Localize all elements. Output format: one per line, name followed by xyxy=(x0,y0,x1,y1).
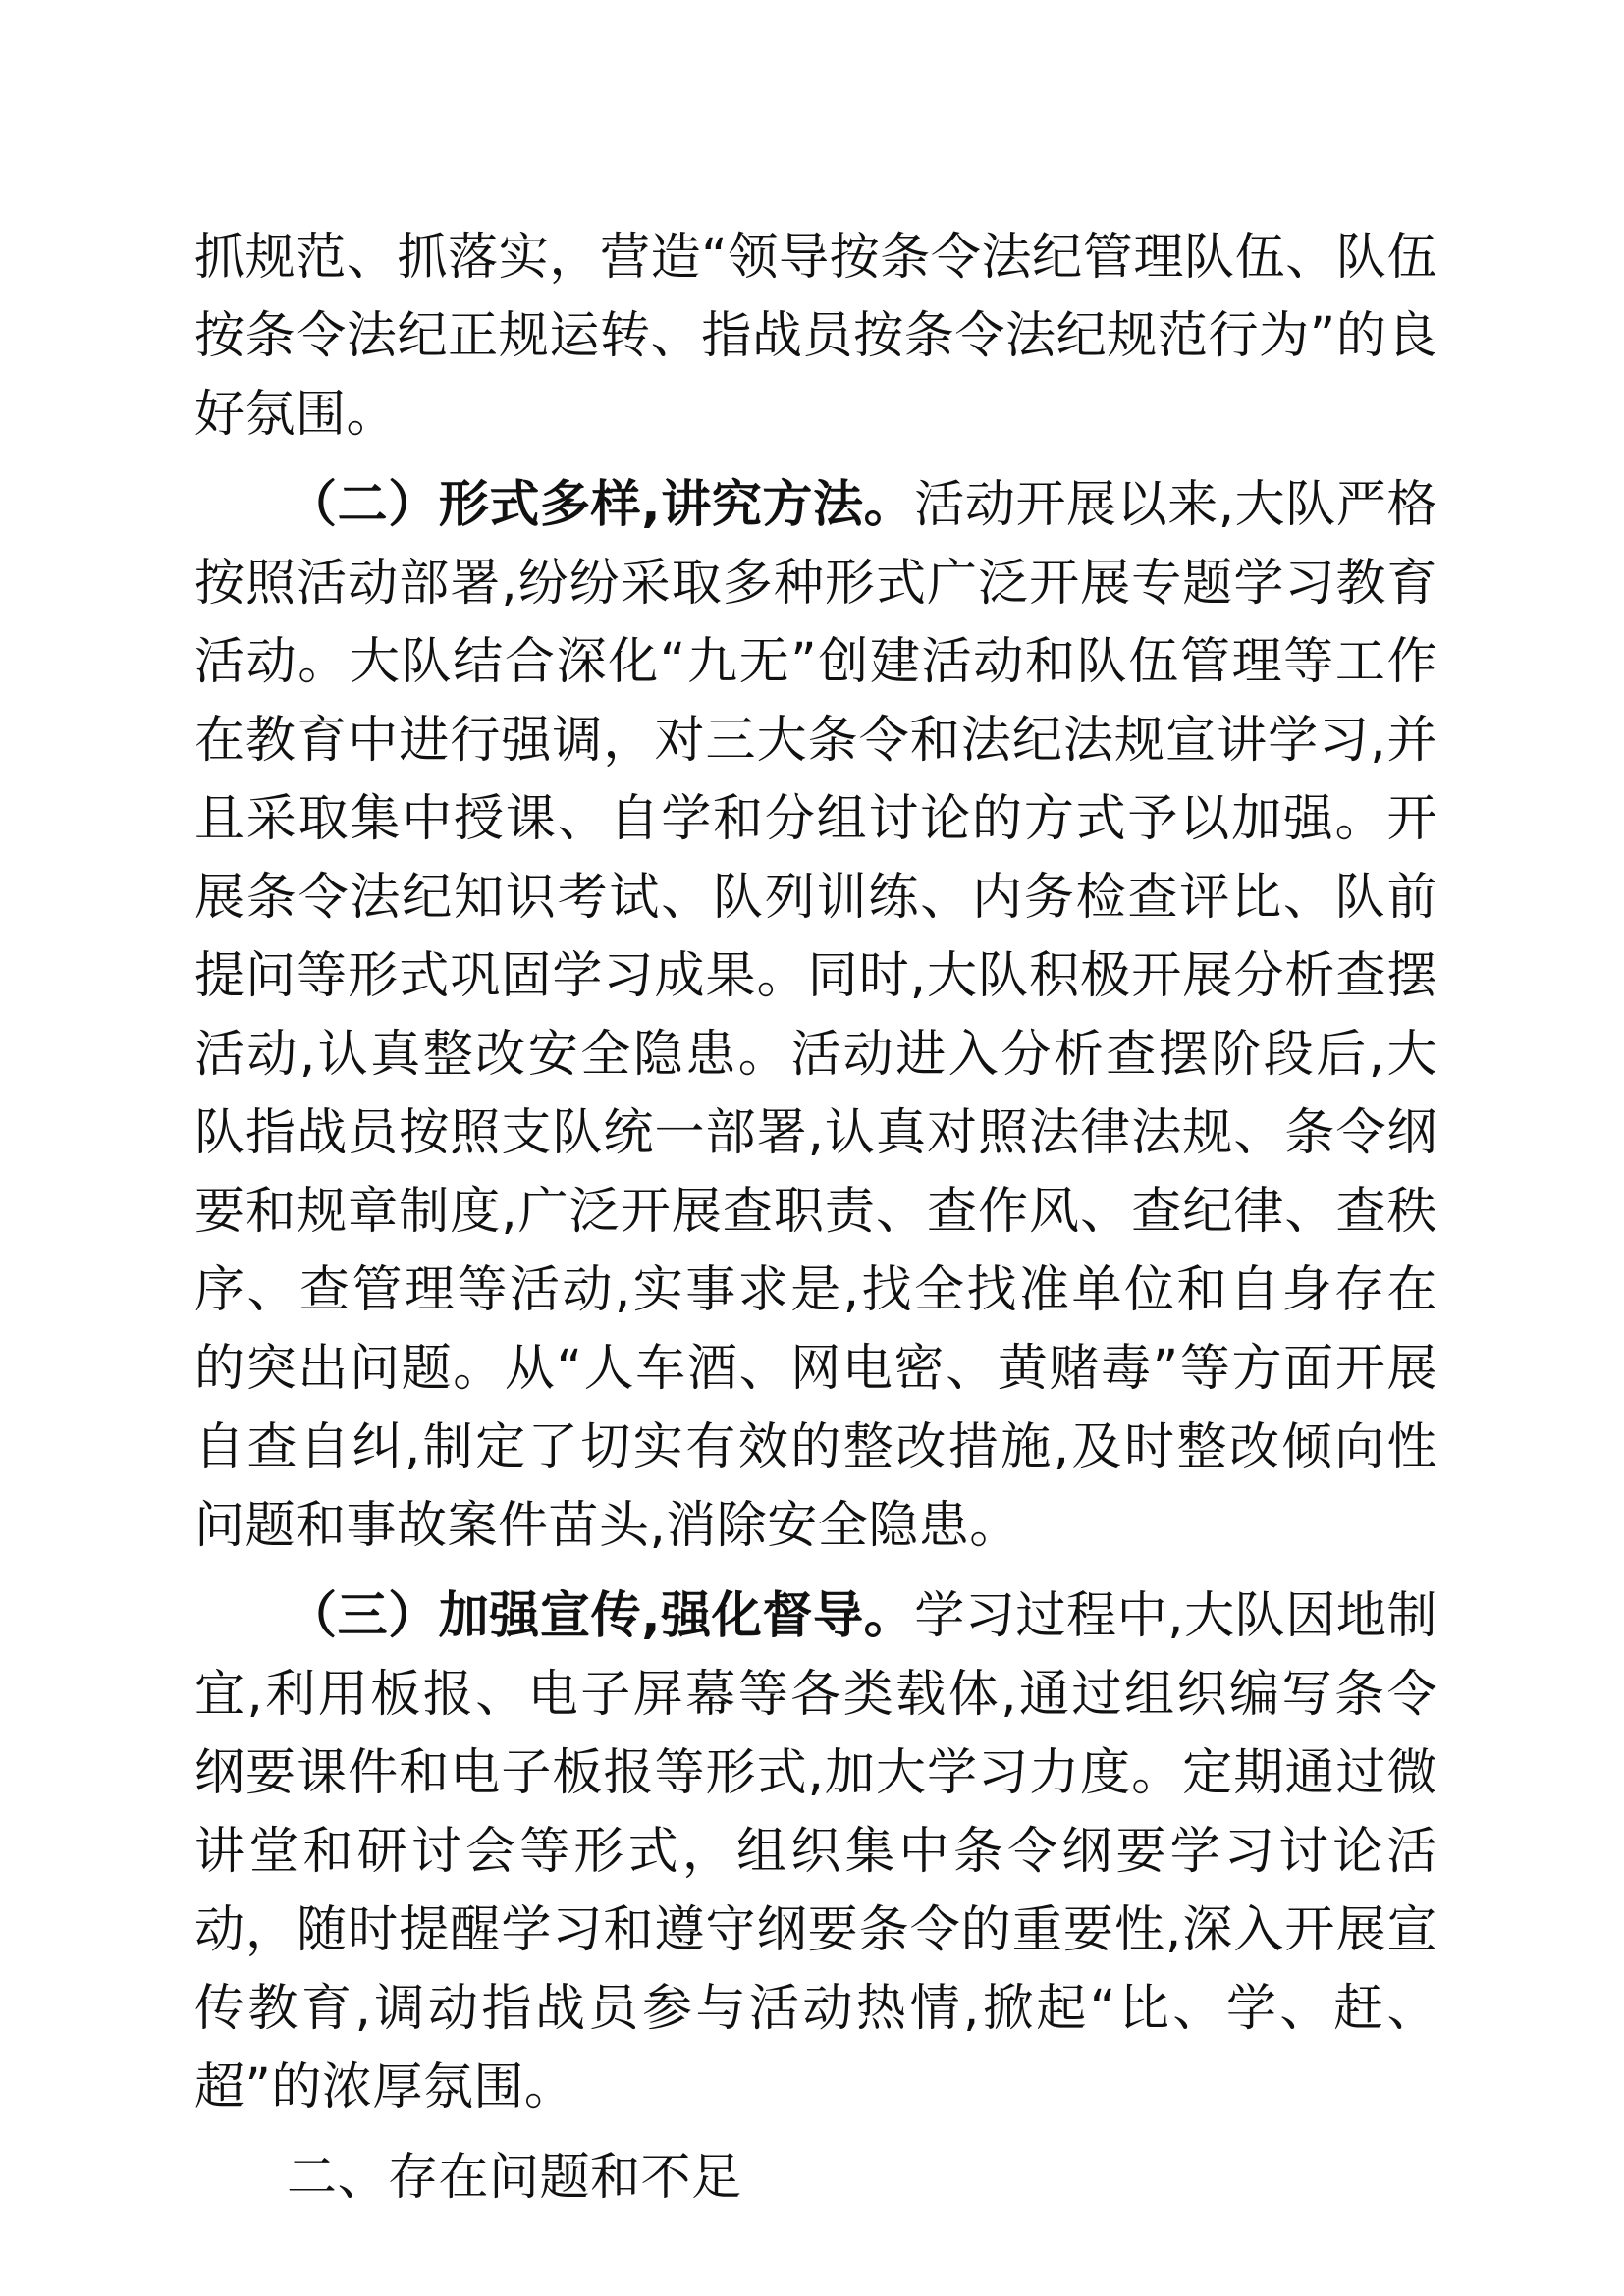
paragraph-text: 活动开展以来,大队严格按照活动部署,纷纷采取多种形式广泛开展专题学习教育活动。大队结合深化“九无”创建活动和队伍管理等工作在教育中进行强调，对三大条令和法纪法规宣讲学习,并且采取集中授课、自学和分组讨论的方式予以加强。开展条令法纪知识考试、队列训练、内务检查评比、队前提问等形式巩固学习成果。同时,大队积极开展分析查摆活动,认真整改安全隐患。活动进入分析查摆阶段后,大队指战员按照支队统一部署,认真对照法律法规、条令纲要和规章制度,广泛开展查职责、查作风、查纪律、查秩序、查管理等活动,实事求是,找全找准单位和自身存在的突出问题。从“人车酒、网电密、黄赌毒”等方面开展自查自纠,制定了切实有效的整改措施,及时整改倾向性问题和事故案件苗头,消除安全隐患。 xyxy=(194,476,1437,1555)
paragraph-text: 抓规范、抓落实，营造“领导按条令法纪管理队伍、队伍按条令法纪正规运转、指战员按条令法纪规范行为”的良好氛围。 xyxy=(194,229,1437,444)
paragraph-text: 学习过程中,大队因地制宜,利用板报、电子屏幕等各类载体,通过组织编写条令纲要课件和电子板报等形式,加大学习力度。定期通过微讲堂和研讨会等形式，组织集中条令纲要学习讨论活动，随时提醒学习和遵守纲要条令的重要性,深入开展宣传教育,调动指战员参与活动热情,掀起“比、学、赶、超”的浓厚氛围。 xyxy=(194,1587,1437,2116)
document-body xyxy=(194,219,1437,2229)
paragraph-methods xyxy=(194,466,1437,1566)
section-title-text: 二、存在问题和不足 xyxy=(287,2149,742,2207)
section-title-problems xyxy=(194,2139,1437,2217)
subsection-heading-2: （二）形式多样,讲究方法。 xyxy=(287,476,915,534)
paragraph-publicity xyxy=(194,1577,1437,2127)
subsection-heading-3: （三）加强宣传,强化督导。 xyxy=(287,1587,915,1645)
paragraph-continuation xyxy=(194,219,1437,454)
